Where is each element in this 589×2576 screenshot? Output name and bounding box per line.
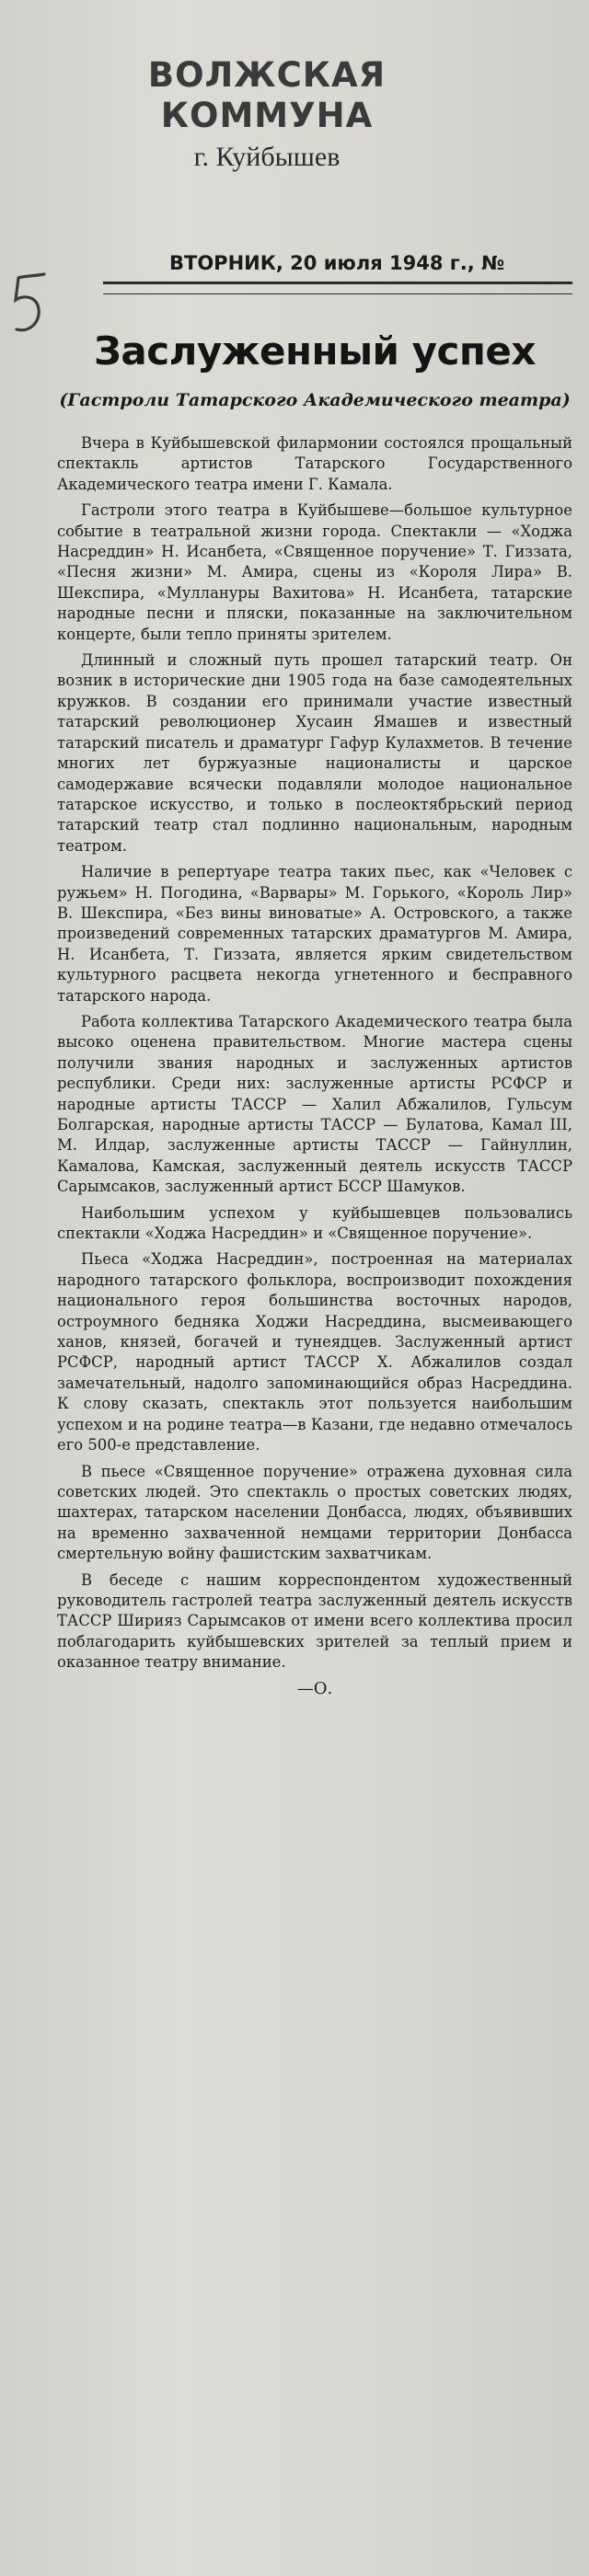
- article-subheadline: (Гастроли Татарского Академического театра): [59, 390, 571, 410]
- article-paragraph: Длинный и сложный путь прошел татарский театр. Он возник в исторические дни 1905 года на базе самодеятельных кружков. В создании его принимали участие известный татарский революционер Хусаин Ямашев и известный татарский писатель и драматург Гафур Кулахметов. В течение многих лет буржуазные националисты и царское самодержавие всячески подавляли молодое национальное татарское искусство, и только в послеоктябрьский период татарский театр стал подлинно национальным, народным театром.: [57, 651, 572, 855]
- article-paragraph: В пьесе «Священное поручение» отражена духовная сила советских людей. Это спектакль о простых советских людях, шахтерах, татарском населении Донбасса, людях, объявивших на временно захваченной немцами территории Донбасса смертельную войну фашистским захватчикам.: [57, 1462, 572, 1563]
- article-paragraph: Наличие в репертуаре театра таких пьес, как «Человек с ружьем» Н. Погодина, «Варвары» М. Горького, «Король Лир» В. Шекспира, «Без вины виноватые» А. Островского, а также произведений современных татарских драматургов М. Амира, Н. Исанбета, Т. Гиззата, является ярким свидетельством культурного расцвета некогда угнетенного и бесправного татарского народа.: [57, 863, 572, 1005]
- masthead: [64, 55, 469, 175]
- article-paragraph: Гастроли этого театра в Куйбышеве—большое культурное событие в театральной жизни города. Спектакли — «Ходжа Насреддин» Н. Исанбета, «Священное поручение» Т. Гиззата, «Песня жизни» М. Амира, сцены из «Короля Лира» В. Шекспира, «Муллануры Вахитова» Н. Исанбета, татарские народные песни и пляски, показанные на заключительном концерте, были тепло приняты зрителем.: [57, 501, 572, 643]
- article-signoff: —О.: [296, 1678, 333, 1698]
- article-headline: Заслуженный успех: [94, 328, 536, 374]
- article-paragraph: Пьеса «Ходжа Насреддин», построенная на материалах народного татарского фольклора, воспроизводит похождения национального героя большинства восточных народов, остроумного бедняка Ходжи Насреддина, высмеивающего ханов, князей, богачей и тунеядцев. Заслуженный артист РСФСР, народный артист ТАССР Х. Абжалилов создал замечательный, надолго запоминающийся образ Насреддина. К слову сказать, спектакль этот пользуется наибольшим успехом и на родине театра—в Казани, где недавно отмечалось его 500-е представление.: [57, 1250, 572, 1455]
- dateline-rule: [103, 282, 572, 294]
- handwritten-margin-note: [7, 269, 55, 342]
- dateline: ВТОРНИК, 20 июля 1948 г., №: [169, 252, 505, 274]
- newspaper-city: г. Куйбышев: [193, 142, 341, 172]
- article-paragraph: Работа коллектива Татарского Академического театра была высоко оценена правительством. Многие мастера сцены получили звания народных и заслуженных артистов республики. Среди них: заслуженные артисты РСФСР и народные артисты ТАССР — Халил Абжалилов, Гульсум Болгарская, народные артисты ТАССР — Булатова, Камал III, М. Илдар, заслуженные артисты ТАССР — Гайнуллин, Камалова, Камская, заслуженный деятель искусств ТАССР Сарымсаков, заслуженный артист БССР Шамуков.: [57, 1012, 572, 1196]
- article-body: [57, 433, 572, 1699]
- article-paragraph: Вчера в Куйбышевской филармонии состоялся прощальный спектакль артистов Татарского Государственного Академического театра имени Г. Камала.: [57, 434, 572, 493]
- article-paragraph: Наибольшим успехом у куйбышевцев пользовались спектакли «Ходжа Насреддин» и «Священное поручение».: [57, 1203, 572, 1243]
- newspaper-name: ВОЛЖСКАЯ КОММУНА: [147, 55, 387, 135]
- article-paragraph: В беседе с нашим корреспондентом художественный руководитель гастролей театра заслуженный деятель искусств ТАССР Ширияз Сарымсаков от имени всего коллектива просил поблагодарить куйбышевских зрителей за теплый прием и оказанное театру внимание.: [57, 1570, 572, 1672]
